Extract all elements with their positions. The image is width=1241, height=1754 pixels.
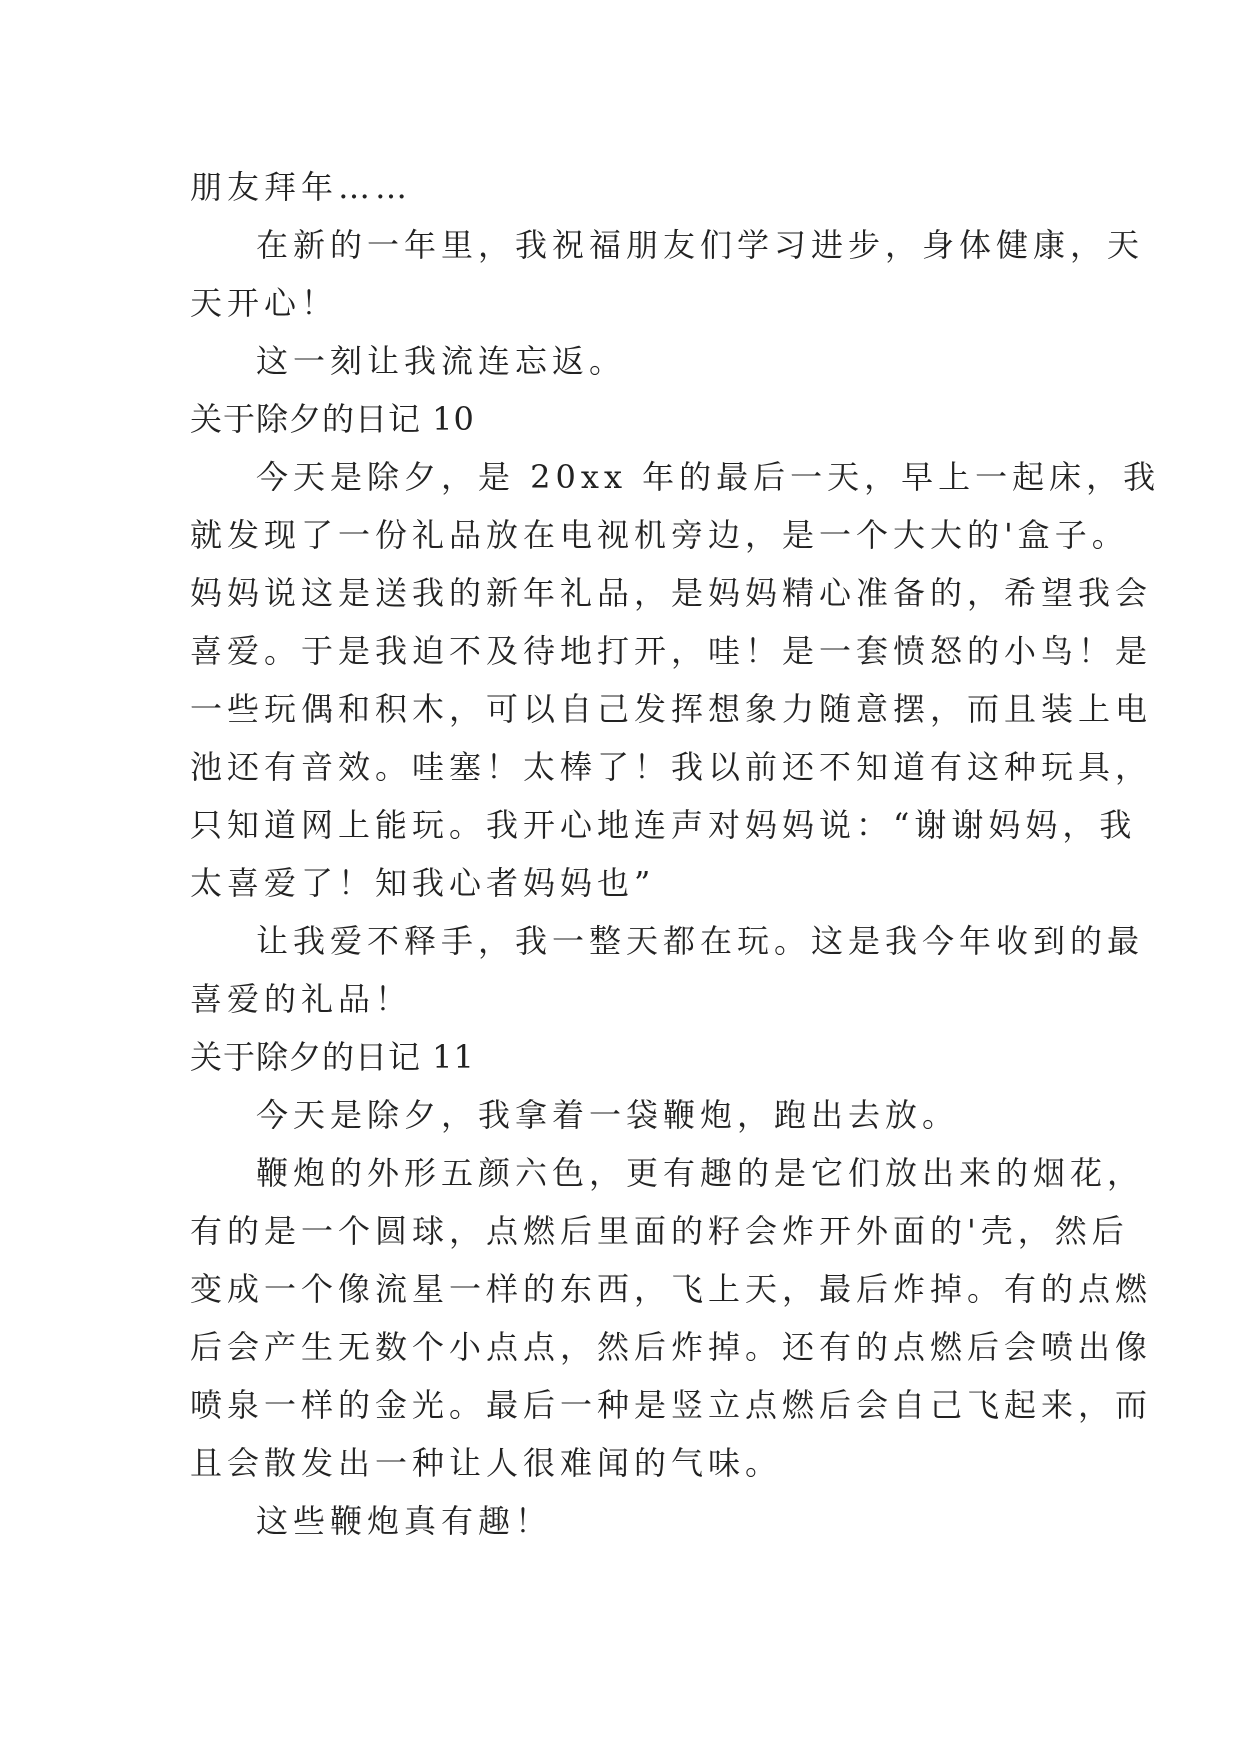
text-line-20: 变成一个像流星一样的东西，飞上天，最后炸掉。有的点燃 — [190, 1270, 1153, 1308]
document-page — [190, 158, 1161, 1550]
text-line-7: 就发现了一份礼品放在电视机旁边，是一个大大的'盒子。 — [190, 516, 1129, 554]
paragraph-line-17: 今天是除夕，我拿着一袋鞭炮，跑出去放。 — [256, 1096, 960, 1134]
text-line-10: 一些玩偶和积木，可以自己发挥想象力随意摆，而且装上电 — [190, 690, 1153, 728]
paragraph-line-4: 这一刻让我流连忘返。 — [256, 342, 627, 380]
paragraph-line-24: 这些鞭炮真有趣！ — [256, 1502, 553, 1540]
text-line-8: 妈妈说这是送我的新年礼品，是妈妈精心准备的，希望我会 — [190, 574, 1153, 612]
paragraph-line-6: 今天是除夕，是 20xx 年的最后一天，早上一起床，我 — [256, 458, 1161, 496]
text-line-21: 后会产生无数个小点点，然后炸掉。还有的点燃后会喷出像 — [190, 1328, 1153, 1366]
text-line-15: 喜爱的礼品！ — [190, 980, 413, 1018]
paragraph-line-18: 鞭炮的外形五颜六色，更有趣的是它们放出来的烟花， — [256, 1154, 1145, 1192]
text-line-23: 且会散发出一种让人很难闻的气味。 — [190, 1444, 783, 1482]
text-line-1: 朋友拜年…… — [190, 168, 413, 206]
paragraph-line-2: 在新的一年里，我祝福朋友们学习进步，身体健康，天 — [256, 226, 1145, 264]
text-line-19: 有的是一个圆球，点燃后里面的籽会炸开外面的'壳，然后 — [190, 1212, 1129, 1250]
text-line-12: 只知道网上能玩。我开心地连声对妈妈说：“谢谢妈妈，我 — [190, 806, 1137, 844]
text-line-22: 喷泉一样的金光。最后一种是竖立点燃后会自己飞起来，而 — [190, 1386, 1153, 1424]
text-line-11: 池还有音效。哇塞！太棒了！我以前还不知道有这种玩具， — [190, 748, 1153, 786]
text-line-9: 喜爱。于是我迫不及待地打开，哇！是一套愤怒的小鸟！是 — [190, 632, 1153, 670]
section-heading-11: 关于除夕的日记 11 — [190, 1038, 475, 1076]
text-line-3: 天开心！ — [190, 284, 339, 322]
text-line-13: 太喜爱了！知我心者妈妈也” — [190, 864, 656, 902]
paragraph-line-14: 让我爱不释手，我一整天都在玩。这是我今年收到的最 — [256, 922, 1145, 960]
section-heading-10: 关于除夕的日记 10 — [190, 400, 475, 438]
